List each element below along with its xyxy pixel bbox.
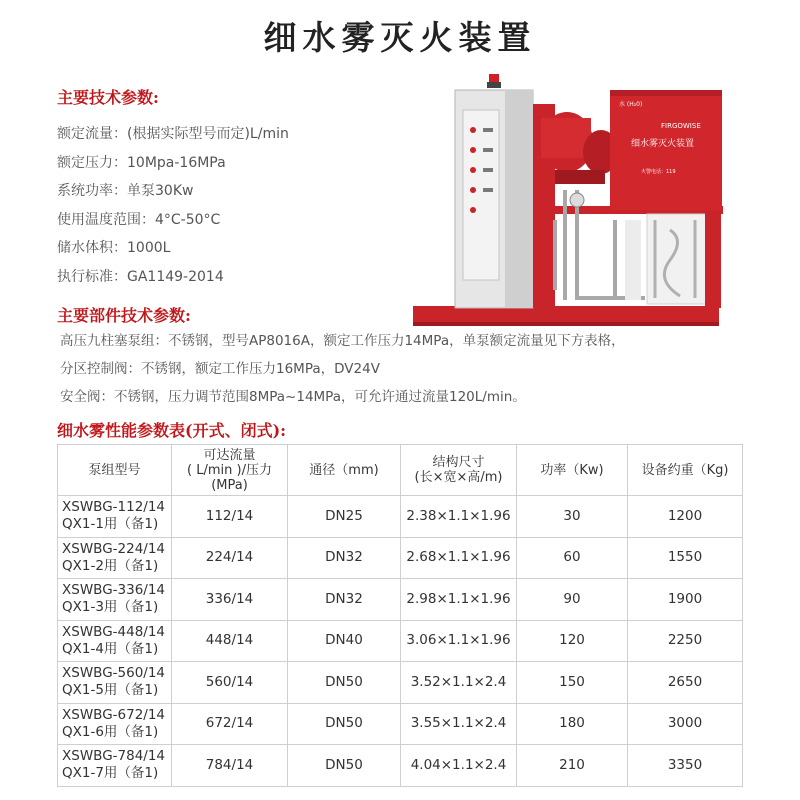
cell-diameter: DN50 <box>288 662 401 704</box>
tank-title: 细水雾灭火装置 <box>631 139 695 149</box>
cell-dimensions: 3.52×1.1×2.4 <box>401 662 517 704</box>
header-power: 功率（Kw) <box>517 445 628 496</box>
table-row <box>58 703 743 745</box>
tank-phone-label: 火警电话：119 <box>641 169 676 175</box>
parts-list <box>60 327 625 411</box>
cell-dimensions: 2.68×1.1×1.96 <box>401 537 517 579</box>
cell-flow: 224/14 <box>172 537 288 579</box>
cell-diameter: DN32 <box>288 537 401 579</box>
cell-weight: 1550 <box>628 537 743 579</box>
cell-model: XSWBG-336/14 QX1-3用（备1) <box>58 579 172 621</box>
cell-model: XSWBG-672/14 QX1-6用（备1) <box>58 703 172 745</box>
performance-table <box>57 444 743 787</box>
cell-power: 30 <box>517 496 628 538</box>
part-item: 分区控制阀：不锈钢，额定工作压力16MPa，DV24V <box>60 361 380 377</box>
brand-logo: FIRGOWISE <box>661 122 701 130</box>
table-header-row <box>58 445 743 496</box>
spec-item: 额定压力：10Mpa-16MPa <box>57 154 226 171</box>
cell-flow: 784/14 <box>172 745 288 787</box>
cell-flow: 448/14 <box>172 620 288 662</box>
table-row <box>58 537 743 579</box>
table-heading: 细水雾性能参数表(开式、闭式): <box>57 421 287 440</box>
cell-weight: 1900 <box>628 579 743 621</box>
cell-power: 150 <box>517 662 628 704</box>
table-row <box>58 662 743 704</box>
cell-weight: 2650 <box>628 662 743 704</box>
table-row <box>58 496 743 538</box>
cell-flow: 672/14 <box>172 703 288 745</box>
cell-power: 90 <box>517 579 628 621</box>
cell-dimensions: 2.38×1.1×1.96 <box>401 496 517 538</box>
spec-list <box>57 120 289 291</box>
cell-flow: 336/14 <box>172 579 288 621</box>
header-weight: 设备约重（Kg) <box>628 445 743 496</box>
spec-item: 额定流量：(根据实际型号而定)L/min <box>57 126 289 142</box>
part-item: 高压九柱塞泵组：不锈钢，型号AP8016A，额定工作压力14MPa，单泵额定流量见下方表格， <box>60 333 625 349</box>
header-flow: 可达流量 ( L/min )/压力 (MPa) <box>172 445 288 496</box>
spec-item: 使用温度范围：4°C-50°C <box>57 211 221 228</box>
cell-power: 60 <box>517 537 628 579</box>
cell-diameter: DN40 <box>288 620 401 662</box>
table-row <box>58 620 743 662</box>
parts-heading: 主要部件技术参数: <box>57 306 191 325</box>
cell-diameter: DN32 <box>288 579 401 621</box>
cell-diameter: DN25 <box>288 496 401 538</box>
header-diameter: 通径（mm) <box>288 445 401 496</box>
table-row <box>58 579 743 621</box>
cell-power: 210 <box>517 745 628 787</box>
spec-item: 储水体积：1000L <box>57 240 171 256</box>
page-title: 细水雾灭火装置 <box>263 18 537 57</box>
cell-dimensions: 4.04×1.1×2.4 <box>401 745 517 787</box>
cell-model: XSWBG-112/14 QX1-1用（备1) <box>58 496 172 538</box>
cell-power: 180 <box>517 703 628 745</box>
tank-water-label: 水 (H₂0) <box>619 101 643 108</box>
cell-weight: 2250 <box>628 620 743 662</box>
cell-power: 120 <box>517 620 628 662</box>
specs-heading: 主要技术参数: <box>57 88 159 107</box>
spec-item: 执行标准：GA1149-2014 <box>57 268 224 285</box>
table-row <box>58 745 743 787</box>
cell-dimensions: 2.98×1.1×1.96 <box>401 579 517 621</box>
cell-model: XSWBG-448/14 QX1-4用（备1) <box>58 620 172 662</box>
cell-diameter: DN50 <box>288 703 401 745</box>
cell-dimensions: 3.55×1.1×2.4 <box>401 703 517 745</box>
spec-item: 系统功率：单泵30Kw <box>57 183 194 199</box>
cell-flow: 560/14 <box>172 662 288 704</box>
cell-model: XSWBG-560/14 QX1-5用（备1) <box>58 662 172 704</box>
cell-flow: 112/14 <box>172 496 288 538</box>
cell-weight: 3000 <box>628 703 743 745</box>
header-dimensions: 结构尺寸 (长×宽×高/m) <box>401 445 517 496</box>
product-image <box>405 70 725 332</box>
cell-model: XSWBG-224/14 QX1-2用（备1) <box>58 537 172 579</box>
cell-weight: 3350 <box>628 745 743 787</box>
part-item: 安全阀：不锈钢，压力调节范围8MPa~14MPa，可允许通过流量120L/min。 <box>60 389 526 405</box>
cell-diameter: DN50 <box>288 745 401 787</box>
cell-dimensions: 3.06×1.1×1.96 <box>401 620 517 662</box>
cell-model: XSWBG-784/14 QX1-7用（备1) <box>58 745 172 787</box>
header-model: 泵组型号 <box>58 445 172 496</box>
cell-weight: 1200 <box>628 496 743 538</box>
